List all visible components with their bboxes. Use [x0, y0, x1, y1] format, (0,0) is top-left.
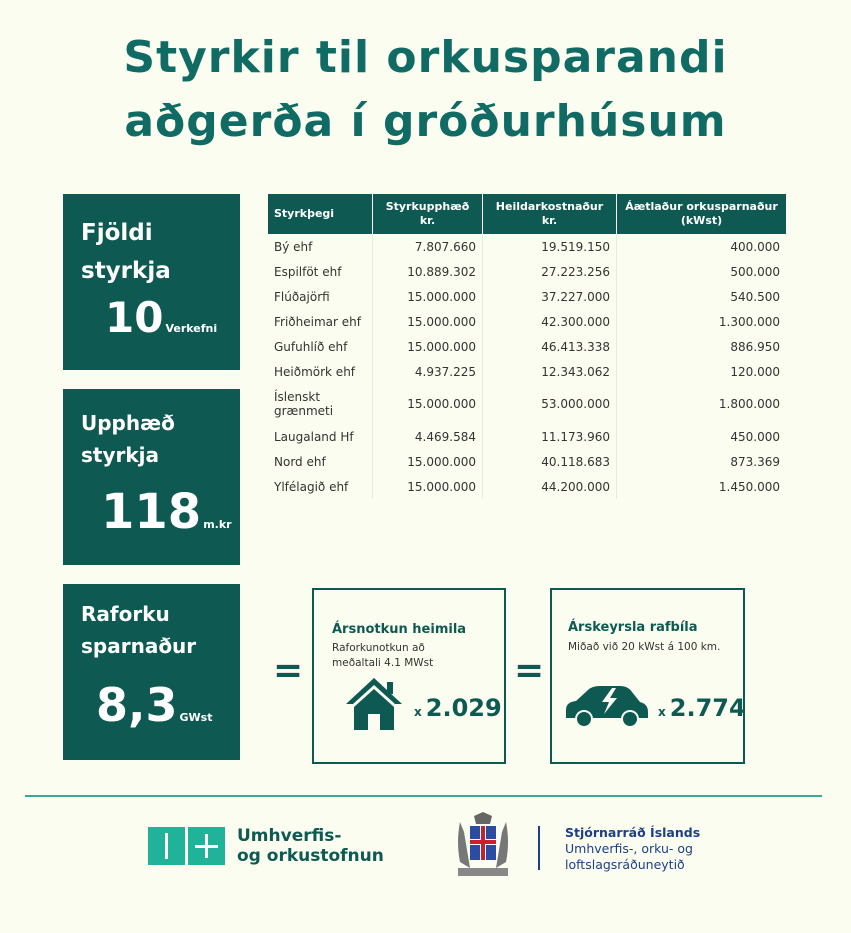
cell-total-cost: 42.300.000 [483, 309, 617, 334]
cell-recipient: Flúðajörfi [268, 284, 373, 309]
cell-energy-saving: 450.000 [730, 429, 780, 444]
agency-name: Umhverfis- og orkustofnun [237, 826, 384, 866]
cell-recipient: Bý ehf [268, 234, 373, 259]
cell-total-cost: 27.223.256 [483, 259, 617, 284]
header-grant-amount: Styrkupphæð kr. [373, 194, 483, 234]
header-total-cost: Heildarkostnaður kr. [483, 194, 617, 234]
electric-car-icon [562, 682, 650, 730]
homes-multiplier: x 2.029 [414, 694, 502, 722]
house-icon [344, 676, 404, 732]
header-recipient: Styrkþegi [268, 194, 373, 234]
header-energy-saving: Áætlaður orkusparnaður (kWst) [617, 194, 787, 234]
cell-grant-amount: 15.000.000 [373, 474, 483, 499]
table-row [268, 384, 786, 424]
page-title: Styrkir til orkusparandi aðgerða í gróðurhúsum [123, 32, 728, 147]
cell-grant-amount: 15.000.000 [373, 284, 483, 309]
power-saving-label: Raforku sparnaður [81, 602, 197, 658]
table-header-row [268, 194, 786, 234]
cell-recipient: Friðheimar ehf [268, 309, 373, 334]
homes-equivalent-box [312, 588, 506, 764]
power-saving-value: 8,3 GWst [96, 678, 213, 732]
table-row [268, 359, 786, 384]
cell-recipient: Nord ehf [268, 449, 373, 474]
table-row [268, 449, 786, 474]
cell-energy-saving: 873.369 [730, 454, 780, 469]
cell-total-cost: 12.343.062 [483, 359, 617, 384]
table-row [268, 474, 786, 499]
cell-total-cost: 19.519.150 [483, 234, 617, 259]
cell-energy-saving: 540.500 [730, 289, 780, 304]
cell-energy-saving: 400.000 [730, 239, 780, 254]
table-row [268, 424, 786, 449]
cars-title: Árskeyrsla rafbíla [568, 620, 698, 635]
grant-count-value: 10 Verkefni [105, 293, 218, 342]
grant-count-card [63, 194, 240, 370]
cars-subtitle: Miðað við 20 kWst á 100 km. [568, 641, 721, 653]
cell-total-cost: 53.000.000 [483, 384, 617, 424]
grant-count-label: Fjöldi styrkja [81, 220, 171, 284]
cell-recipient: Heiðmörk ehf [268, 359, 373, 384]
cell-energy-saving: 1.450.000 [718, 479, 780, 494]
cell-recipient: Íslenskt grænmeti [268, 384, 373, 424]
homes-title: Ársnotkun heimila [332, 622, 467, 637]
equals-sign: = [273, 650, 304, 691]
equals-sign: = [514, 650, 545, 691]
cars-multiplier: x 2.774 [658, 694, 746, 722]
cell-grant-amount: 4.469.584 [373, 424, 483, 449]
cell-grant-amount: 15.000.000 [373, 449, 483, 474]
cell-grant-amount: 10.889.302 [373, 259, 483, 284]
table-row [268, 259, 786, 284]
power-saving-card [63, 584, 240, 760]
cell-total-cost: 11.173.960 [483, 424, 617, 449]
cell-energy-saving: 120.000 [730, 364, 780, 379]
cell-grant-amount: 7.807.660 [373, 234, 483, 259]
cars-equivalent-box [550, 588, 745, 764]
cell-recipient: Espilföt ehf [268, 259, 373, 284]
cell-recipient: Laugaland Hf [268, 424, 373, 449]
cell-energy-saving: 500.000 [730, 264, 780, 279]
table-row [268, 234, 786, 259]
cell-grant-amount: 15.000.000 [373, 309, 483, 334]
ministry-name: Stjórnarráð Íslands Umhverfis-, orku- og loftslagsráðuneytið [565, 825, 701, 872]
cell-energy-saving: 886.950 [730, 339, 780, 354]
table-row [268, 309, 786, 334]
cell-total-cost: 37.227.000 [483, 284, 617, 309]
cell-grant-amount: 15.000.000 [373, 334, 483, 359]
grant-amount-label: Upphæð styrkja [81, 411, 175, 467]
cell-grant-amount: 4.937.225 [373, 359, 483, 384]
cell-grant-amount: 15.000.000 [373, 384, 483, 424]
coat-of-arms-icon [450, 812, 516, 880]
grants-table [268, 194, 786, 499]
agency-logo [148, 827, 225, 865]
cell-energy-saving: 1.300.000 [718, 314, 780, 329]
cell-total-cost: 44.200.000 [483, 474, 617, 499]
cell-energy-saving: 1.800.000 [718, 397, 780, 411]
table-row [268, 284, 786, 309]
cell-total-cost: 40.118.683 [483, 449, 617, 474]
grant-amount-value: 118 m.kr [101, 484, 232, 540]
cell-recipient: Gufuhlíð ehf [268, 334, 373, 359]
cell-total-cost: 46.413.338 [483, 334, 617, 359]
table-row [268, 334, 786, 359]
cell-recipient: Ylfélagið ehf [268, 474, 373, 499]
grant-amount-card [63, 389, 240, 565]
homes-subtitle: Raforkunotkun að meðaltali 4.1 MWst [332, 642, 434, 669]
footer-divider [25, 795, 822, 797]
ministry-divider [538, 826, 540, 870]
